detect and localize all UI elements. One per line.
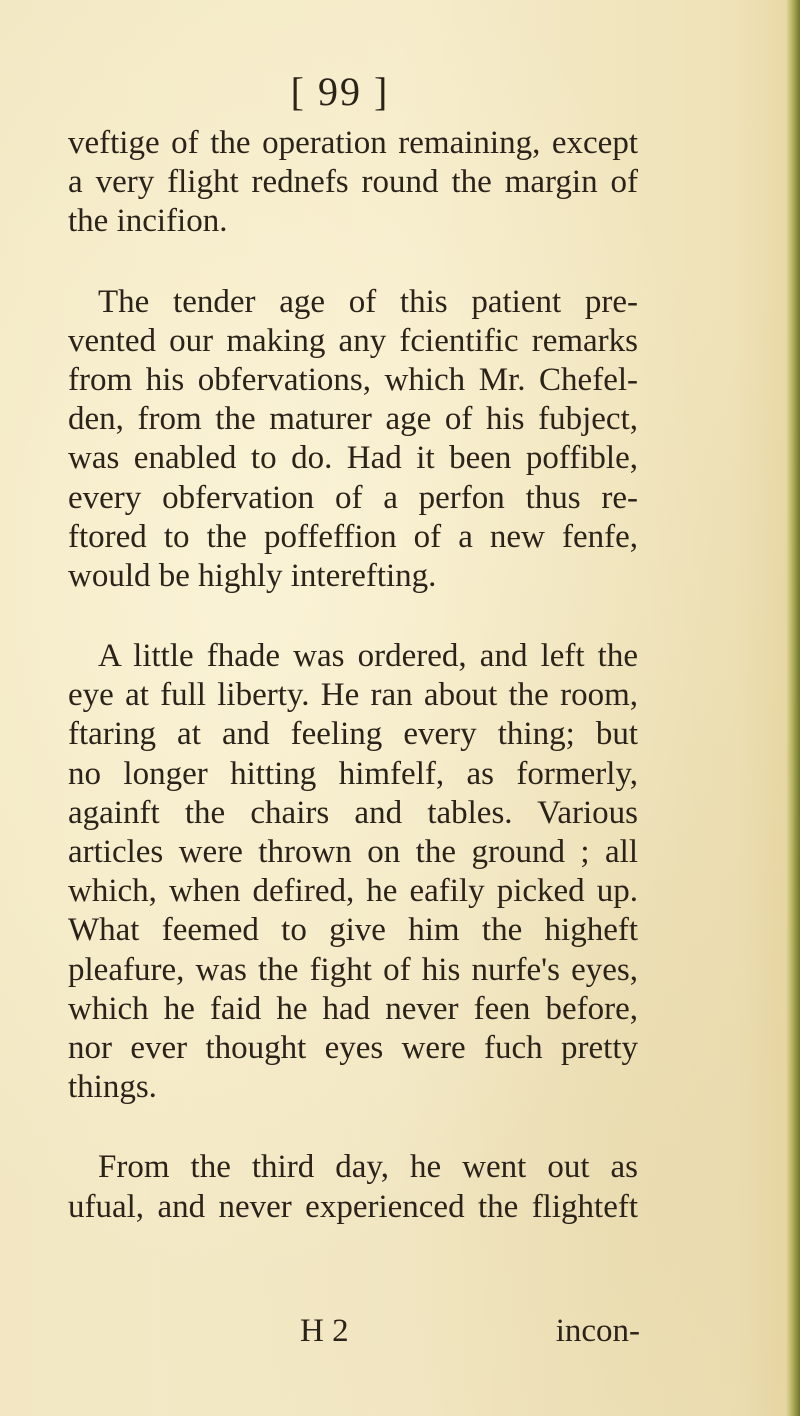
page-number: [ 99 ] — [290, 69, 390, 114]
text-line: den, from the maturer age of his fubject, — [68, 401, 638, 438]
text-line: a very flight rednefs round the margin of — [68, 164, 638, 201]
text-line: the incifion. — [68, 203, 228, 240]
text-line: What feemed to give him the higheft — [68, 912, 638, 949]
body-text — [68, 124, 638, 1227]
signature-mark: H 2 — [300, 1313, 349, 1349]
text-line: which, when defired, he eafily picked up. — [68, 873, 638, 910]
text-line: pleafure, was the fight of his nurfe's eyes, — [68, 951, 638, 988]
text-line: ftored to the poffeffion of a new fenfe, — [68, 518, 638, 555]
text-line: vented our making any fcientific remarks — [68, 322, 638, 359]
text-line: which he faid he had never feen before, — [68, 990, 638, 1027]
text-line: was enabled to do. Had it been poffible, — [68, 440, 638, 477]
text-line: articles were thrown on the ground ; all — [68, 834, 638, 870]
text-line: From the third day, he went out as — [98, 1149, 638, 1186]
text-line: eye at full liberty. He ran about the room, — [68, 677, 638, 714]
text-line: The tender age of this patient pre- — [98, 283, 638, 320]
paragraph — [68, 124, 638, 242]
catchword: incon- — [555, 1313, 640, 1349]
text-line: things. — [68, 1069, 157, 1106]
page-footer — [300, 1313, 640, 1350]
text-line: would be highly interefting. — [68, 557, 437, 594]
text-line: ftaring at and feeling every thing; but — [68, 716, 638, 753]
paragraph — [68, 1148, 638, 1226]
paragraph — [68, 283, 638, 597]
paragraph — [68, 637, 638, 1107]
page-edge-shadow — [786, 0, 800, 1416]
text-line: ufual, and never experienced the flighteft — [68, 1188, 638, 1225]
text-line: from his obfervations, which Mr. Chefel- — [68, 361, 638, 398]
text-line: againft the chairs and tables. Various — [68, 794, 638, 831]
text-line: no longer hitting himfelf, as formerly, — [68, 755, 638, 792]
text-line: veftige of the operation remaining, except — [68, 125, 638, 161]
text-line: nor ever thought eyes were fuch pretty — [68, 1029, 638, 1066]
text-line: A little fhade was ordered, and left the — [98, 638, 638, 675]
text-line: every obfervation of a perfon thus re- — [68, 479, 638, 516]
